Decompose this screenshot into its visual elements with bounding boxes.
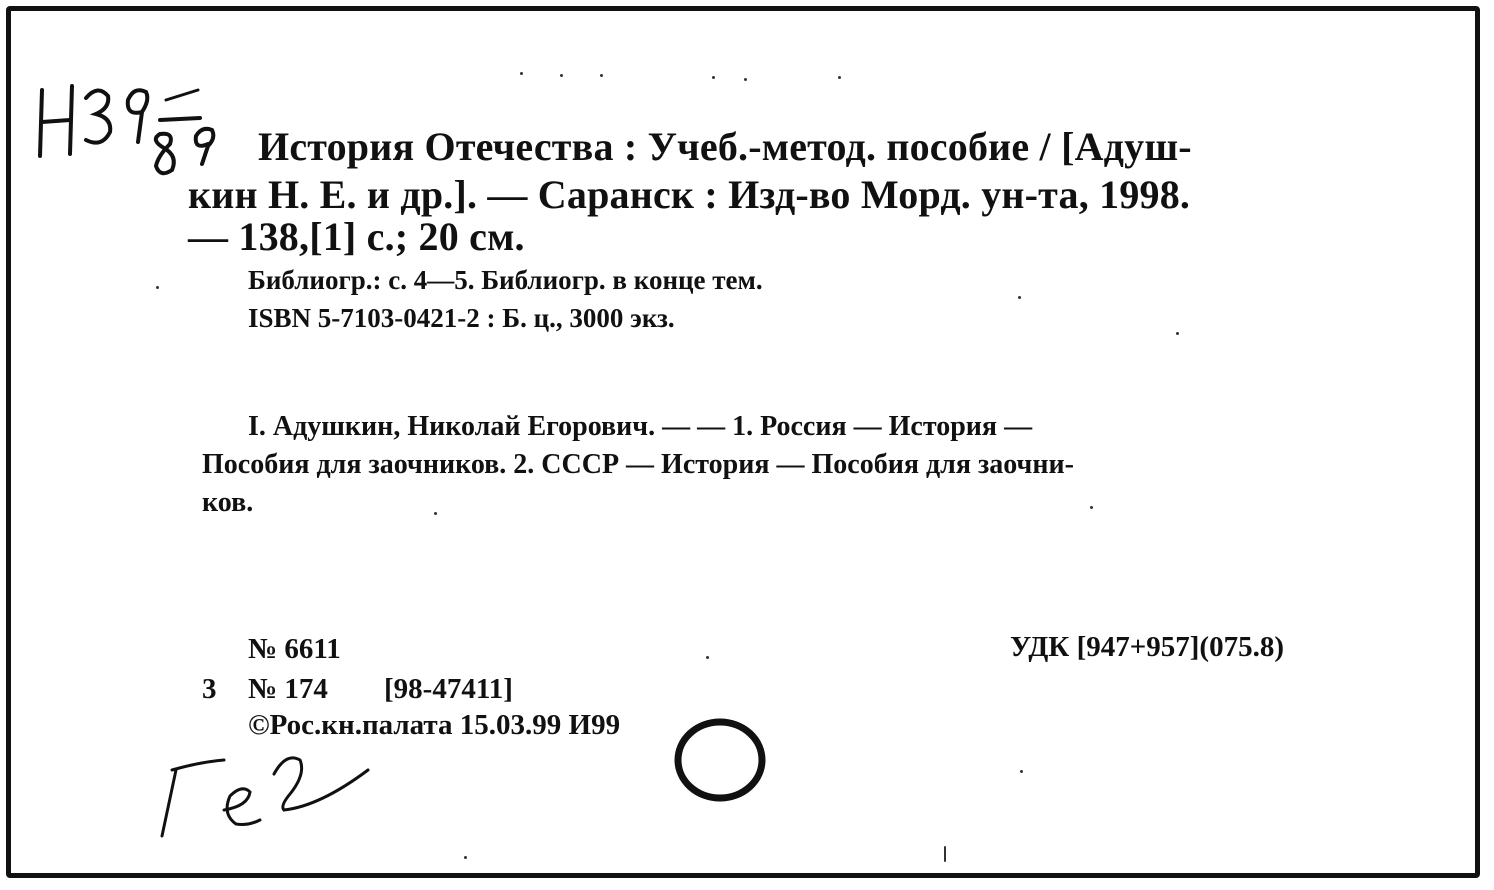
scan-speck: [434, 512, 437, 515]
scan-speck: [464, 856, 467, 859]
chamber-number: № 174: [248, 673, 328, 705]
scan-speck: [706, 656, 709, 659]
added-entry-line-3: ков.: [202, 487, 254, 518]
copyright-line: ©Рос.кн.палата 15.03.99 И99: [248, 709, 621, 741]
scan-speck: [712, 76, 715, 79]
scan-speck: [560, 74, 563, 77]
scan-speck: [600, 74, 603, 77]
circle-stamp-icon: [670, 712, 780, 812]
scan-speck: [744, 78, 747, 81]
bibliography-note: Библиогр.: с. 4—5. Библиогр. в конце тем.: [248, 265, 763, 295]
added-entry-line-1: I. Адушкин, Николай Егорович. — — 1. Россия — История —: [248, 411, 1033, 442]
title-line-2: кин Н. Е. и др.]. — Саранск : Изд-во Морд. ун-та, 1998.: [188, 172, 1191, 217]
title-line-1: История Отечества : Учеб.-метод. пособие / [Адуш-: [258, 124, 1192, 169]
title-line-3: — 138,[1] с.; 20 см.: [188, 214, 525, 259]
chamber-prefix: 3: [202, 673, 217, 705]
scan-speck: [1020, 770, 1023, 773]
isbn-note: ISBN 5-7103-0421-2 : Б. ц., 3000 экз.: [248, 303, 675, 333]
scan-speck: [156, 286, 159, 289]
scan-speck: [944, 846, 946, 862]
handwriting-icon: [150, 740, 390, 850]
udc-code: УДК [947+957](075.8): [1010, 631, 1284, 663]
added-entry-line-2: Пособия для заочников. 2. СССР — История — Пособия для заочни-: [202, 449, 1074, 480]
scan-speck: [520, 72, 523, 75]
record-number: № 6611: [248, 633, 341, 665]
scan-speck: [1018, 296, 1021, 299]
scan-speck: [838, 76, 841, 79]
chamber-id: [98-47411]: [384, 673, 513, 705]
scan-speck: [1176, 332, 1179, 335]
scan-speck: [1090, 506, 1093, 509]
